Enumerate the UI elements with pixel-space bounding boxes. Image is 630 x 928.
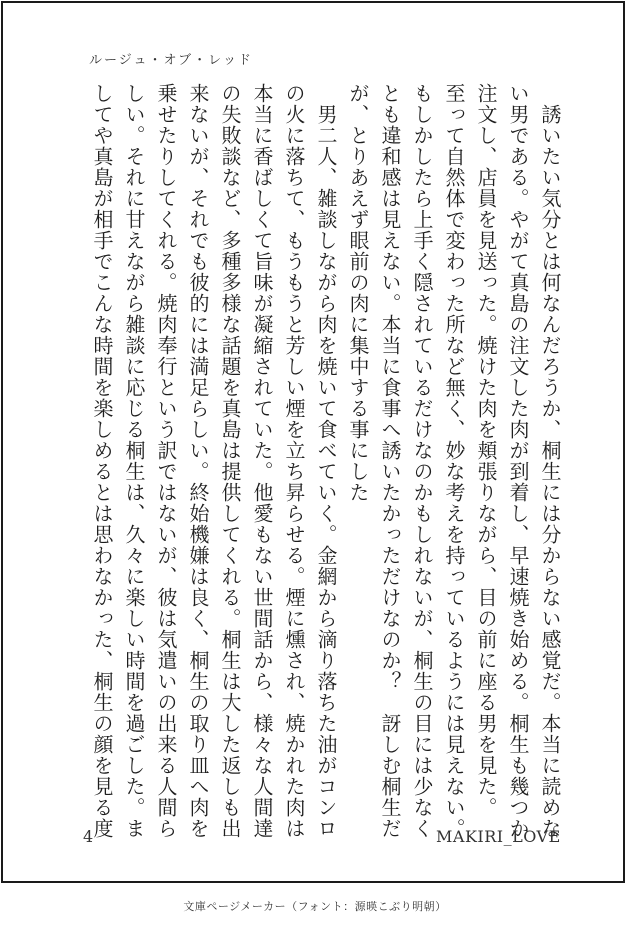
text-column: とも違和感は見えない。本当に食事へ誘いたかっただけなのか？ 訝しむ桐生だ <box>378 83 402 839</box>
text-column: もしかしたら上手く隠されているだけなのかもしれないが、桐生の目には少なく <box>410 83 434 839</box>
text-column: い男である。やがて真島の注文した肉が到着し、早速焼き始める。桐生も幾つか <box>506 83 530 839</box>
page-number: 4 <box>83 827 94 846</box>
text-column: 注文し、店員を見送った。焼けた肉を頬張りながら、目の前に座る男を見た。 <box>474 83 498 818</box>
text-column: しい。それに甘えながら雑談に応じる桐生は、久々に楽しい時間を過ごした。ま <box>122 83 146 839</box>
text-column: 至って自然体で変わった所など無く、妙な考えを持っているようには見えない。 <box>442 83 466 839</box>
text-column: 男二人、雑談しながら肉を焼いて食べていく。金網から滴り落ちた油がコンロ <box>314 83 338 839</box>
text-column: 乗せたりしてくれる。焼肉奉行という訳ではないが、彼は気遣いの出来る人間ら <box>154 83 178 839</box>
generator-caption: 文庫ページメーカー（フォント：源暎こぶり明朝） <box>183 900 447 913</box>
text-column: の火に落ちて、もうもうと芳しい煙を立ち昇らせる。煙に燻され、焼かれた肉は <box>282 83 306 839</box>
text-column: 誘いたい気分とは何なんだろうか、桐生には分からない感覚だ。本当に読めな <box>538 83 562 839</box>
author-name: MAKIRI_LOVE <box>436 827 561 846</box>
text-column: してや真島が相手でこんな時間を楽しめるとは思わなかった、桐生の顔を見る度 <box>90 83 114 839</box>
text-column: 来ないが、それでも彼的には満足らしい。終始機嫌は良く、桐生の取り皿へ肉を <box>186 83 210 839</box>
text-column: の失敗談など、多種多様な話題を真島は提供してくれる。桐生は大した返しも出 <box>218 83 242 839</box>
running-title: ルージュ・オブ・レッド <box>89 53 253 68</box>
text-column: が、とりあえず眼前の肉に集中する事にした <box>346 83 370 503</box>
text-column: 本当に香ばしくて旨味が凝縮されていた。他愛もない世間話から、様々な人間達 <box>250 83 274 839</box>
page-frame <box>1 1 625 883</box>
